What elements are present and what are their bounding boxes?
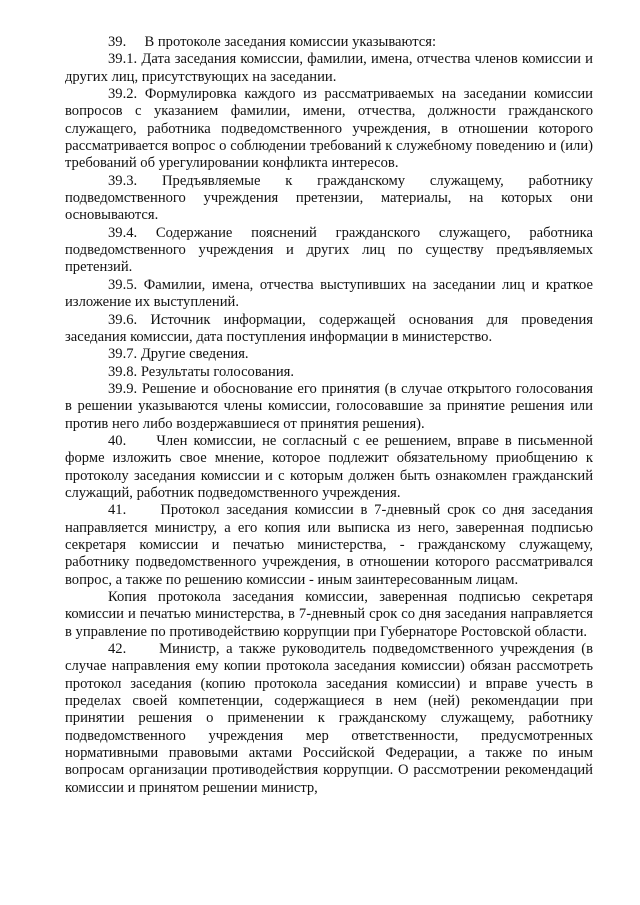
paragraph-39-1: 39.1. Дата заседания комиссии, фамилии, имена, отчества членов комиссии и других лиц, присутствующих на заседании.: [65, 51, 593, 85]
paragraph-39-2: 39.2. Формулировка каждого из рассматриваемых на заседании комиссии вопросов с указанием фамилии, имени, отчества, должности гражданского служащего, работника подведомственного учреждения, в отношении которого рассматривается вопрос о соблюдении требований к служебному поведению и (или) требований об урегулировании конфликта интересов.: [65, 86, 593, 172]
paragraph-39-3: 39.3. Предъявляемые к гражданскому служащему, работнику подведомственного учреждения претензии, материалы, на которых они основываются.: [65, 172, 593, 224]
paragraph-39-5: 39.5. Фамилии, имена, отчества выступивших на заседании лиц и краткое изложение их выступлений.: [65, 276, 593, 311]
paragraph-39-4: 39.4. Содержание пояснений гражданского служащего, работника подведомственного учреждения и других лиц по существу предъявляемых претензий.: [65, 224, 593, 276]
paragraph-41: 41. Протокол заседания комиссии в 7-дневный срок со дня заседания направляется министру, а его копия или выписка из него, заверенная подписью секретаря комиссии и печатью министерства, - гражданскому служащему, работнику подведомственного учреждения, в отношении которого рассматривался вопрос, а также по решению комиссии - иным заинтересованным лицам.: [65, 502, 593, 588]
paragraph-42: 42. Министр, а также руководитель подведомственного учреждения (в случае направления ему копии протокола заседания комиссии) обязан рассмотреть протокол заседания (копию протокола заседания комиссии) и вправе учесть в пределах своей компетенции, содержащиеся в нем (ней) рекомендации при принятии решения о применении к гражданскому служащему, работнику подведомственного учреждения мер ответственности, предусмотренных нормативными правовыми актами Российской Федерации, а также по иным вопросам организации противодействия коррупции. О рассмотрении рекомендаций комиссии и принятом решении министр,: [65, 641, 593, 796]
paragraph-39-7: 39.7. Другие сведения.: [108, 346, 249, 363]
paragraph-40: 40. Член комиссии, не согласный с ее решением, вправе в письменной форме изложить свое мнение, которое подлежит обязательному приобщению к протоколу заседания комиссии и с которым должен быть ознакомлен гражданский служащий, работник подведомственного учреждения.: [65, 432, 593, 501]
paragraph-39-6: 39.6. Источник информации, содержащей основания для проведения заседания комиссии, дата поступления информации в министерство.: [65, 311, 593, 345]
paragraph-39-9: 39.9. Решение и обоснование его принятия (в случае открытого голосования в решении указываются члены комиссии, голосовавшие за принятие решения или против него либо воздержавшиеся от принятия решения).: [65, 380, 593, 432]
paragraph-41-copy: Копия протокола заседания комиссии, заверенная подписью секретаря комиссии и печатью министерства, в 7-дневный срок со дня заседания направляется в управление по противодействию коррупции при Губернаторе Ростовской области.: [65, 589, 593, 640]
paragraph-39-8: 39.8. Результаты голосования.: [108, 363, 294, 380]
paragraph-39: 39. В протоколе заседания комиссии указываются:: [108, 34, 437, 50]
document-page: [65, 34, 593, 797]
